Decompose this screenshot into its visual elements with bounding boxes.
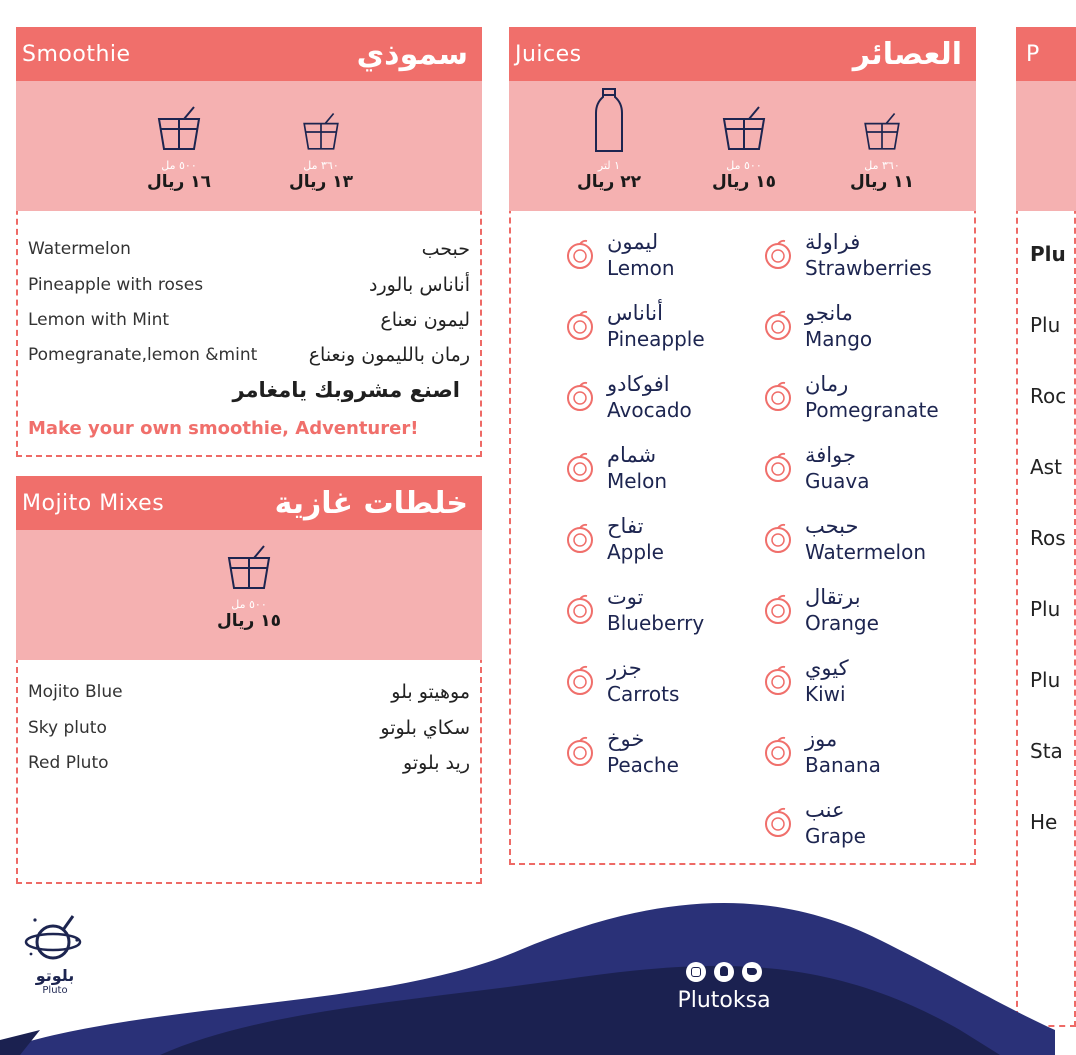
fruit-item — [761, 230, 946, 290]
cup-icon — [719, 105, 769, 153]
price-label: ١٣ ريال — [289, 172, 353, 192]
smoothie-header — [16, 27, 482, 81]
social-handle[interactable]: Plutoksa — [677, 988, 771, 1013]
fruit-item — [563, 443, 748, 503]
fruit-name-ar: جزر — [607, 656, 642, 680]
melon-icon — [563, 451, 597, 485]
fruit-name-ar: برتقال — [805, 585, 861, 609]
fruit-name-en: Peache — [607, 753, 679, 777]
fruit-name-ar: عنب — [805, 798, 845, 822]
list-item: Watermelon حبحب — [28, 238, 470, 260]
fruit-item — [761, 727, 946, 787]
fruit-name-en: Grape — [805, 824, 866, 848]
list-item: Plu — [1030, 597, 1061, 621]
mojito-size — [204, 544, 294, 631]
list-item: Red Pluto ريد بلوتو — [28, 752, 470, 774]
fruit-item — [761, 443, 946, 503]
fruit-name-ar: افوكادو — [607, 372, 670, 396]
volume-label: ٣٦٠ مل — [303, 159, 339, 172]
pineapple-icon — [563, 309, 597, 343]
price-label: ٢٢ ريال — [577, 172, 641, 192]
fruit-name-ar: أناناس — [607, 301, 663, 325]
juices-size-500 — [699, 105, 789, 192]
smoothie-size-small — [276, 111, 366, 192]
smoothie-panel — [16, 27, 482, 457]
fruit-name-en: Avocado — [607, 398, 692, 422]
list-item: He — [1030, 810, 1058, 834]
blueberry-icon — [563, 593, 597, 627]
price-label: ١١ ريال — [850, 172, 914, 192]
partial-price-band — [1016, 81, 1076, 211]
smoothie-title-en: Smoothie — [22, 41, 131, 67]
grape-icon — [761, 806, 795, 840]
peach-icon — [563, 735, 597, 769]
fruit-name-en: Carrots — [607, 682, 680, 706]
fruit-item — [761, 372, 946, 432]
juices-header — [509, 27, 976, 81]
fruit-name-ar: حبحب — [805, 514, 859, 538]
fruit-name-en: Blueberry — [607, 611, 705, 635]
list-item: Roc — [1030, 384, 1067, 408]
volume-label: ١ لتر — [597, 159, 621, 172]
partial-title: P — [1026, 41, 1040, 67]
fruit-name-en: Guava — [805, 469, 870, 493]
twitter-icon[interactable] — [742, 962, 762, 982]
juices-panel — [509, 27, 976, 865]
kiwi-icon — [761, 664, 795, 698]
fruit-name-ar: خوخ — [607, 727, 645, 751]
juices-title-en: Juices — [515, 41, 582, 67]
brand-name-en: Pluto — [42, 985, 68, 996]
fruit-name-ar: شمام — [607, 443, 657, 467]
cup-icon — [861, 111, 903, 153]
list-item: Pomegranate,lemon &mint رمان بالليمون ونعناع — [28, 344, 470, 366]
cup-icon — [300, 111, 342, 153]
smoothie-price-band — [16, 81, 482, 211]
volume-label: ٣٦٠ مل — [864, 159, 900, 172]
list-item: Pineapple with roses أناناس بالورد — [28, 274, 470, 296]
volume-label: ٥٠٠ مل — [161, 159, 197, 172]
mojito-panel — [16, 476, 482, 884]
banana-icon — [761, 735, 795, 769]
fruit-name-en: Watermelon — [805, 540, 927, 564]
list-item: Plu — [1030, 313, 1061, 337]
list-item: Plu — [1030, 668, 1061, 692]
fruit-item — [563, 301, 748, 361]
fruit-name-en: Apple — [607, 540, 664, 564]
fruit-name-ar: تفاح — [607, 514, 644, 538]
cup-icon — [224, 544, 274, 592]
list-item: Mojito Blue موهيتو بلو — [28, 681, 470, 703]
fruit-name-ar: ليمون — [607, 230, 659, 254]
bottle-icon — [594, 87, 624, 153]
mojito-header — [16, 476, 482, 530]
watermelon-icon — [761, 522, 795, 556]
avocado-icon — [563, 380, 597, 414]
mojito-title-ar: خلطات غازية — [274, 485, 468, 521]
fruit-name-en: Lemon — [607, 256, 675, 280]
list-item: Sky pluto سكاي بلوتو — [28, 717, 470, 739]
list-item: Plu — [1030, 242, 1066, 266]
cup-icon — [154, 105, 204, 153]
fruit-name-ar: جوافة — [805, 443, 856, 467]
juices-price-band — [509, 81, 976, 211]
pluto-planet-icon — [25, 910, 85, 966]
fruit-name-en: Strawberries — [805, 256, 932, 280]
fruit-item — [563, 656, 748, 716]
fruit-item — [761, 798, 946, 858]
volume-label: ٥٠٠ مل — [231, 598, 267, 611]
fruit-item — [761, 514, 946, 574]
fruit-name-ar: توت — [607, 585, 644, 609]
mango-icon — [761, 309, 795, 343]
fruit-item — [761, 585, 946, 645]
pomegranate-icon — [761, 380, 795, 414]
fruit-item — [563, 372, 748, 432]
fruit-item — [563, 585, 748, 645]
logo — [20, 910, 90, 996]
mojito-title-en: Mojito Mixes — [22, 490, 165, 516]
fruit-name-ar: رمان — [805, 372, 849, 396]
list-item: Lemon with Mint ليمون نعناع — [28, 309, 470, 331]
strawberry-icon — [761, 238, 795, 272]
fruit-item — [563, 514, 748, 574]
price-label: ١٥ ريال — [712, 172, 776, 192]
price-label: ١٥ ريال — [217, 611, 281, 631]
mojito-price-band — [16, 530, 482, 660]
list-item: Ros — [1030, 526, 1066, 550]
juices-size-360 — [837, 111, 927, 192]
guava-icon — [761, 451, 795, 485]
price-label: ١٦ ريال — [147, 172, 211, 192]
juices-title-ar: العصائر — [852, 36, 962, 72]
volume-label: ٥٠٠ مل — [726, 159, 762, 172]
lemon-icon — [563, 238, 597, 272]
orange-icon — [761, 593, 795, 627]
brand-name-ar: بلوتو — [35, 966, 75, 985]
fruit-name-en: Kiwi — [805, 682, 846, 706]
fruit-name-en: Mango — [805, 327, 873, 351]
juices-size-liter — [564, 87, 654, 192]
fruit-name-en: Pomegranate — [805, 398, 939, 422]
carrot-icon — [563, 664, 597, 698]
fruit-name-en: Melon — [607, 469, 668, 493]
instagram-icon[interactable] — [686, 962, 706, 982]
fruit-item — [563, 230, 748, 290]
social-links — [674, 962, 774, 1013]
smoothie-cta-en: Make your own smoothie, Adventurer! — [28, 418, 419, 439]
fruit-name-en: Orange — [805, 611, 879, 635]
fruit-item — [761, 656, 946, 716]
snapchat-icon[interactable] — [714, 962, 734, 982]
smoothie-title-ar: سموذي — [356, 36, 468, 72]
fruit-name-en: Banana — [805, 753, 881, 777]
fruit-name-ar: مانجو — [805, 301, 853, 325]
fruit-name-en: Pineapple — [607, 327, 705, 351]
smoothie-size-large — [134, 105, 224, 192]
fruit-item — [761, 301, 946, 361]
partial-header — [1016, 27, 1076, 81]
footer-wave — [0, 890, 1055, 1055]
fruit-item — [563, 727, 748, 787]
smoothie-cta-ar: اصنع مشروبك يامغامر — [232, 378, 460, 402]
list-item: Sta — [1030, 739, 1063, 763]
apple-icon — [563, 522, 597, 556]
list-item: Ast — [1030, 455, 1062, 479]
fruit-name-ar: موز — [805, 727, 838, 751]
fruit-name-ar: كيوي — [805, 656, 849, 680]
fruit-name-ar: فراولة — [805, 230, 861, 254]
